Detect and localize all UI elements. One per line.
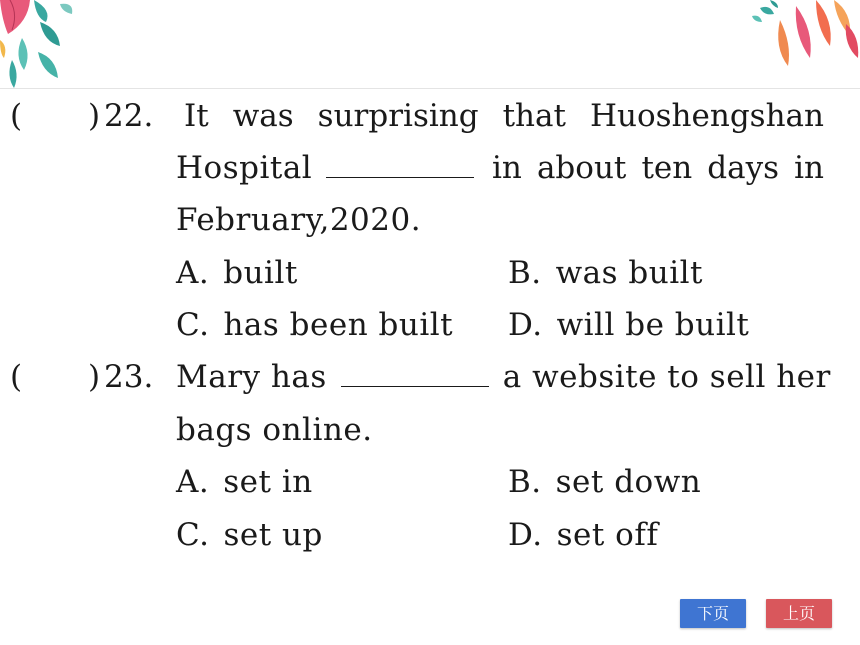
stem-text: a website to sell her xyxy=(502,359,831,395)
stem-word: surprising xyxy=(317,98,479,134)
option-text: set in xyxy=(223,464,313,500)
header-divider xyxy=(0,88,860,89)
option-d xyxy=(508,305,749,345)
next-page-button[interactable]: 下页 xyxy=(680,599,746,628)
floral-decoration-right xyxy=(730,0,860,75)
stem-word: was xyxy=(232,98,294,134)
stem-word: days xyxy=(707,150,780,186)
option-letter: B. xyxy=(508,255,542,291)
stem-word: about xyxy=(536,150,627,186)
question-stem-line: bags online. xyxy=(176,412,373,448)
option-letter: A. xyxy=(176,255,210,291)
option-letter: D. xyxy=(508,307,543,343)
option-b xyxy=(508,253,703,293)
option-text: set off xyxy=(556,517,659,553)
question-number: 22. xyxy=(104,98,154,134)
option-a xyxy=(176,253,298,293)
question-stem-line xyxy=(176,357,831,397)
answer-blank xyxy=(341,358,489,387)
previous-page-button[interactable]: 上页 xyxy=(766,599,832,628)
question-stem-line xyxy=(492,148,824,188)
option-text: built xyxy=(223,255,298,291)
stem-word: in xyxy=(492,150,522,186)
stem-word: Huoshengshan xyxy=(589,98,824,134)
stem-text: Mary has xyxy=(176,359,327,395)
stem-word: It xyxy=(184,98,209,134)
answer-paren-open: ( xyxy=(10,98,23,134)
stem-word: ten xyxy=(641,150,693,186)
option-c xyxy=(176,305,453,345)
question-stem-line: February,2020. xyxy=(176,202,422,238)
question-stem-line xyxy=(176,148,488,188)
question-stem-line xyxy=(184,96,824,136)
question-number: 23. xyxy=(104,359,154,395)
option-letter: B. xyxy=(508,464,542,500)
option-text: has been built xyxy=(223,307,454,343)
option-letter: D. xyxy=(508,517,543,553)
option-a xyxy=(176,462,313,502)
option-text: set up xyxy=(223,517,323,553)
option-text: set down xyxy=(555,464,702,500)
option-b xyxy=(508,462,701,502)
answer-blank xyxy=(326,149,474,178)
option-c xyxy=(176,515,323,555)
stem-text: Hospital xyxy=(176,150,313,186)
answer-paren-open: ( xyxy=(10,359,23,395)
option-text: was built xyxy=(555,255,704,291)
option-letter: A. xyxy=(176,464,210,500)
answer-paren-close: ) xyxy=(88,359,101,395)
answer-paren-close: ) xyxy=(88,98,101,134)
option-letter: C. xyxy=(176,307,210,343)
option-text: will be built xyxy=(556,307,750,343)
stem-word: in xyxy=(794,150,824,186)
option-letter: C. xyxy=(176,517,210,553)
option-d xyxy=(508,515,658,555)
floral-decoration-left xyxy=(0,0,90,100)
stem-word: that xyxy=(502,98,566,134)
